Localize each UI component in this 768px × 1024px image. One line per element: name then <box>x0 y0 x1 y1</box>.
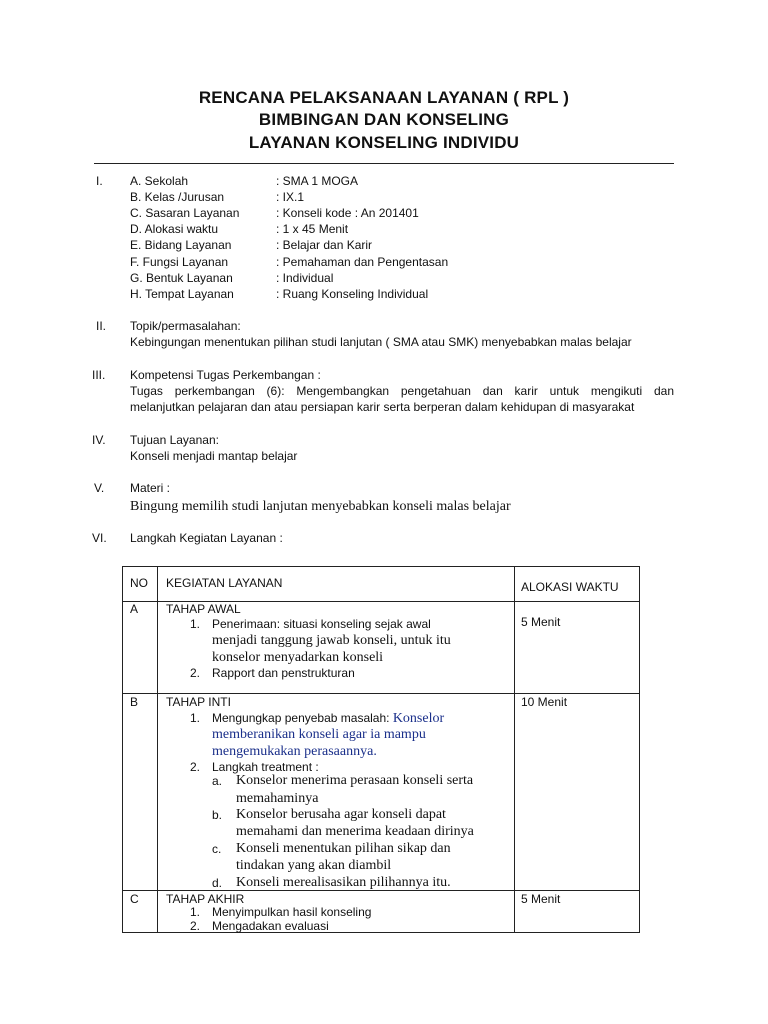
row-c-tahap: TAHAP AKHIR <box>166 892 245 906</box>
row-a-tahap: TAHAP AWAL <box>166 602 241 616</box>
section-5-body: Bingung memilih studi lanjutan menyebabkan konseli malas belajar <box>130 499 511 514</box>
info-label-fungsi: F. Fungsi Layanan <box>130 255 229 269</box>
row-b-sub-c-num: c. <box>212 842 222 856</box>
row-c-item1-num: 1. <box>190 905 201 919</box>
info-value-alokasi: : 1 x 45 Menit <box>276 222 349 236</box>
info-value-bidang: : Belajar dan Karir <box>276 238 373 252</box>
row-b-sub-c-line2: tindakan yang akan diambil <box>236 858 392 873</box>
row-b-item1-highlight: Konselor <box>392 711 445 726</box>
info-value-bentuk: : Individual <box>276 271 334 285</box>
row-b-sub-d-num: d. <box>212 876 223 890</box>
table-border-right <box>639 566 640 933</box>
info-label-tempat: H. Tempat Layanan <box>130 287 234 301</box>
row-a-item2-num: 2. <box>190 666 201 680</box>
header-divider <box>94 163 674 164</box>
info-label-kelas: B. Kelas /Jurusan <box>130 190 225 204</box>
row-b-item2-num: 2. <box>190 760 201 774</box>
info-label-bidang: E. Bidang Layanan <box>130 238 232 252</box>
table-border-left <box>122 566 123 933</box>
row-a-item1-line1: Penerimaan: situasi konseling sejak awal <box>212 617 431 631</box>
row-b-sub-b-line1: Konselor berusaha agar konseli dapat <box>236 807 446 822</box>
section-5-heading: Materi : <box>130 481 171 495</box>
section-3-line2: melanjutkan pelajaran dan atau persiapan karir serta berperan dalam kehidupan di masyarakat <box>130 400 635 414</box>
table-header-kegiatan: KEGIATAN LAYANAN <box>166 576 283 590</box>
section-4-heading: Tujuan Layanan: <box>130 433 219 447</box>
info-label-sekolah: A. Sekolah <box>130 174 189 188</box>
section-2-heading: Topik/permasalahan: <box>130 319 241 333</box>
row-b-tahap: TAHAP INTI <box>166 695 231 709</box>
table-border-row-b <box>122 890 640 891</box>
info-label-alokasi: D. Alokasi waktu <box>130 222 219 236</box>
row-b-item1-line3: mengemukakan perasaannya. <box>212 744 377 759</box>
row-b-no: B <box>130 695 139 709</box>
info-value-sekolah: : SMA 1 MOGA <box>276 174 359 188</box>
info-value-sasaran: : Konseli kode : An 201401 <box>276 206 419 220</box>
section-1-number: I. <box>96 174 103 188</box>
section-6-heading: Langkah Kegiatan Layanan : <box>130 531 283 545</box>
section-2-body: Kebingungan menentukan pilihan studi lanjutan ( SMA atau SMK) menyebabkan malas belajar <box>130 335 632 349</box>
info-label-bentuk: G. Bentuk Layanan <box>130 271 233 285</box>
row-a-no: A <box>130 602 139 616</box>
table-header-alokasi: ALOKASI WAKTU <box>521 580 619 594</box>
section-4-number: IV. <box>92 433 106 447</box>
section-3-number: III. <box>92 368 106 382</box>
table-border-row-a <box>122 693 640 694</box>
row-b-time: 10 Menit <box>521 695 568 709</box>
info-value-fungsi: : Pemahaman dan Pengentasan <box>276 255 449 269</box>
info-label-sasaran: C. Sasaran Layanan <box>130 206 240 220</box>
row-b-sub-d-line1: Konseli merealisasikan pilihannya itu. <box>236 875 451 890</box>
section-5-number: V. <box>94 481 105 495</box>
row-b-item2: Langkah treatment : <box>212 760 319 774</box>
table-header-no: NO <box>130 576 148 590</box>
row-b-sub-a-num: a. <box>212 774 223 788</box>
row-b-item1-line1 <box>212 711 444 726</box>
row-c-item1: Menyimpulkan hasil konseling <box>212 905 372 919</box>
table-border-top <box>122 566 640 567</box>
section-3-line1: Tugas perkembangan (6): Mengembangkan pengetahuan dan karir untuk mengikuti dan <box>130 384 674 398</box>
info-value-kelas: : IX.1 <box>276 190 305 204</box>
section-6-number: VI. <box>92 531 107 545</box>
doc-title-line2: BIMBINGAN DAN KONSELING <box>258 110 510 129</box>
row-a-item1-line3: konselor menyadarkan konseli <box>212 650 384 665</box>
row-b-item1-text: Mengungkap penyebab masalah: <box>212 711 390 725</box>
row-a-time: 5 Menit <box>521 615 561 629</box>
doc-title-line1: RENCANA PELAKSANAAN LAYANAN ( RPL ) <box>198 88 570 107</box>
row-b-sub-a-line1: Konselor menerima perasaan konseli serta <box>236 773 474 788</box>
section-4-body: Konseli menjadi mantap belajar <box>130 449 298 463</box>
row-b-item1-num: 1. <box>190 711 201 725</box>
info-value-tempat: : Ruang Konseling Individual <box>276 287 429 301</box>
row-c-item2-num: 2. <box>190 919 201 933</box>
row-c-no: C <box>130 892 139 906</box>
table-divider-no <box>157 566 158 933</box>
row-b-sub-b-num: b. <box>212 808 223 822</box>
row-a-item1-num: 1. <box>190 617 201 631</box>
row-a-item1-line2: menjadi tanggung jawab konseli, untuk itu <box>212 633 451 648</box>
row-c-time: 5 Menit <box>521 892 561 906</box>
section-2-number: II. <box>96 319 107 333</box>
row-c-item2: Mengadakan evaluasi <box>212 919 329 933</box>
row-a-item2: Rapport dan penstrukturan <box>212 666 355 680</box>
row-b-sub-c-line1: Konseli menentukan pilihan sikap dan <box>236 841 451 856</box>
row-b-item1-line2: memberanikan konseli agar ia mampu <box>212 727 426 742</box>
row-b-sub-b-line2: memahami dan menerima keadaan dirinya <box>236 824 474 839</box>
row-b-sub-a-line2: memahaminya <box>236 791 319 806</box>
table-divider-time <box>514 566 515 933</box>
doc-title-line3: LAYANAN KONSELING INDIVIDU <box>248 133 520 152</box>
section-3-heading: Kompetensi Tugas Perkembangan : <box>130 368 321 382</box>
